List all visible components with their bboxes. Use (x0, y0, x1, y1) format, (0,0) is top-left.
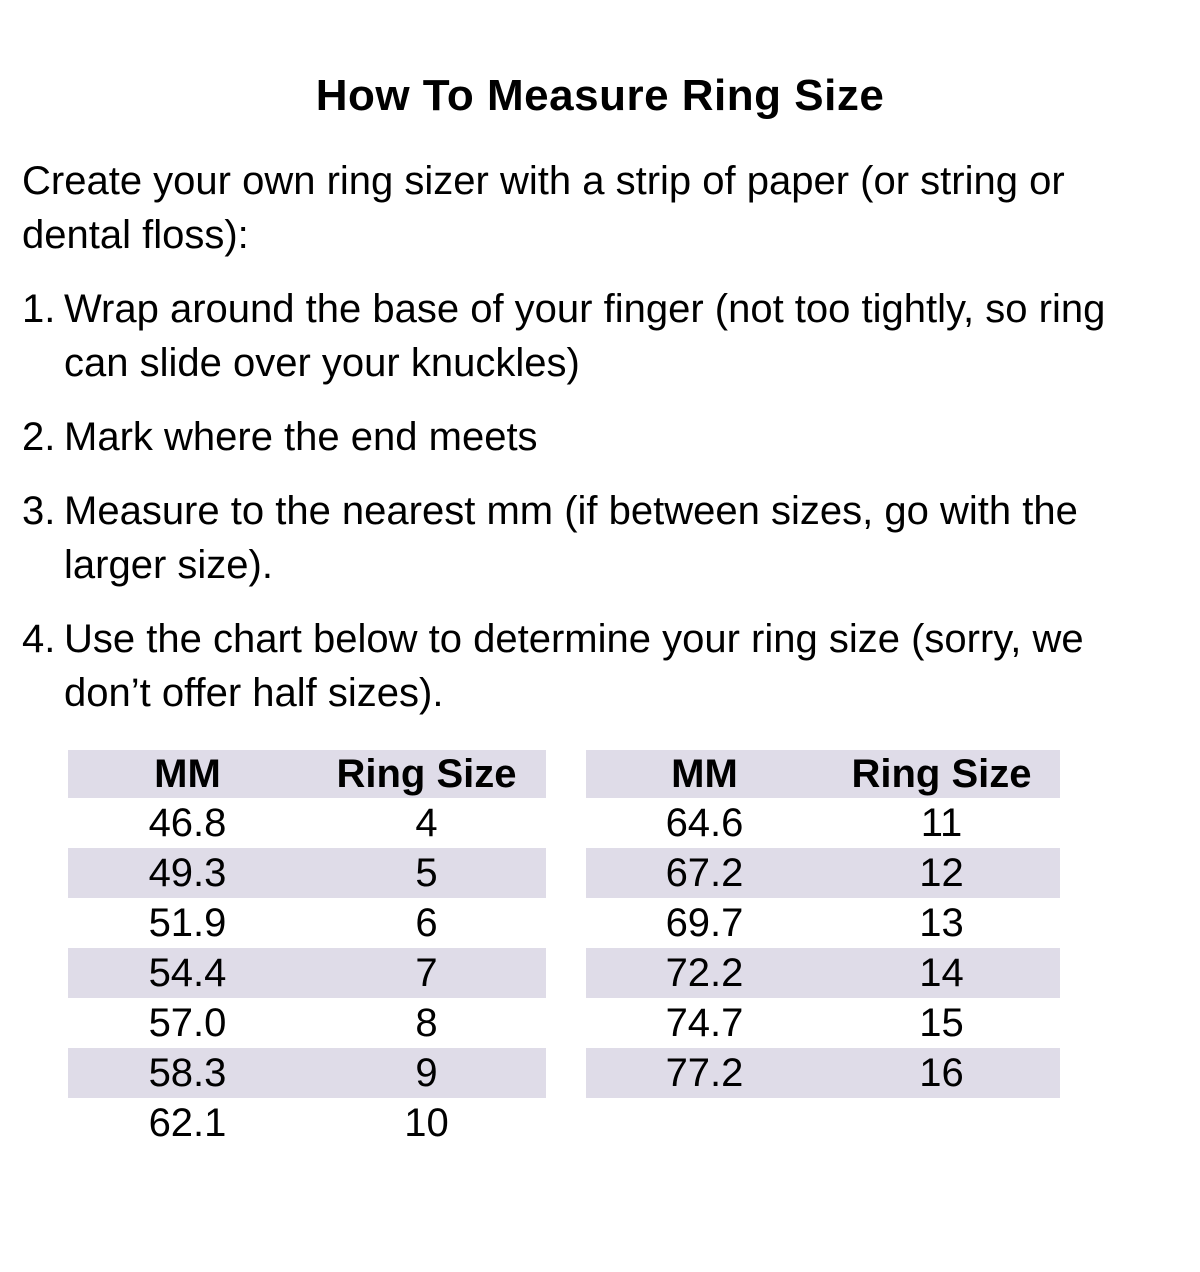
mm-cell: 62.1 (148, 1101, 227, 1145)
step-line: can slide over your knuckles) (64, 341, 580, 385)
size-guide-document (0, 72, 1200, 1148)
table-row (586, 998, 1060, 1048)
ring-size-cell: 14 (919, 951, 964, 995)
step-text (64, 612, 1178, 720)
mm-cell: 54.4 (148, 951, 227, 995)
ring-size-cell: 16 (919, 1051, 964, 1095)
step-line: Mark where the end meets (64, 415, 538, 459)
mm-header: MM (154, 752, 221, 796)
ring-size-header: Ring Size (336, 752, 517, 796)
mm-cell: 57.0 (148, 1001, 227, 1045)
step-line: Measure to the nearest mm (if between sizes, go with the (64, 489, 1078, 533)
step-line: Use the chart below to determine your ring size (sorry, we (64, 617, 1084, 661)
table-row (586, 1048, 1060, 1098)
step-line: larger size). (64, 543, 273, 587)
ring-size-table-right (586, 750, 1060, 1148)
ring-size-cell: 8 (415, 1001, 438, 1045)
ring-size-cell: 6 (415, 901, 438, 945)
table-row (586, 848, 1060, 898)
intro-line: Create your own ring sizer with a strip of paper (or string or (22, 159, 1065, 203)
mm-cell: 74.7 (665, 1001, 744, 1045)
ring-size-cell: 12 (919, 851, 964, 895)
step-line: don’t offer half sizes). (64, 671, 444, 715)
ring-size-cell: 13 (919, 901, 964, 945)
step-item-1 (22, 282, 1178, 390)
mm-cell: 64.6 (665, 801, 744, 845)
mm-cell: 72.2 (665, 951, 744, 995)
table-row (586, 798, 1060, 848)
mm-cell: 49.3 (148, 851, 227, 895)
ring-size-tables (68, 750, 1178, 1148)
instruction-steps (22, 282, 1178, 720)
mm-cell: 58.3 (148, 1051, 227, 1095)
intro-paragraph (22, 154, 1178, 262)
page-title: How To Measure Ring Size (315, 71, 885, 120)
step-text (64, 410, 1178, 464)
table-row (68, 948, 546, 998)
table-row (68, 798, 546, 848)
mm-cell: 77.2 (665, 1051, 744, 1095)
table-row (586, 898, 1060, 948)
ring-size-cell: 11 (920, 801, 963, 845)
mm-cell: 51.9 (148, 901, 227, 945)
table-row (68, 848, 546, 898)
step-number: 3. (22, 489, 56, 533)
table-header-row (586, 750, 1060, 798)
ring-size-cell: 5 (415, 851, 438, 895)
ring-size-cell: 7 (415, 951, 438, 995)
table-row (586, 948, 1060, 998)
table-row (68, 1098, 546, 1148)
ring-size-table-left (68, 750, 546, 1148)
ring-size-cell: 4 (415, 801, 438, 845)
mm-cell: 67.2 (665, 851, 744, 895)
mm-cell: 69.7 (665, 901, 744, 945)
ring-size-header: Ring Size (851, 752, 1032, 796)
step-item-2 (22, 410, 1178, 464)
table-row (68, 898, 546, 948)
step-item-3 (22, 484, 1178, 592)
ring-size-cell: 9 (415, 1051, 438, 1095)
mm-header: MM (671, 752, 738, 796)
table-row (68, 998, 546, 1048)
step-text (64, 484, 1178, 592)
step-line: Wrap around the base of your finger (not too tightly, so ring (64, 287, 1106, 331)
step-number: 2. (22, 415, 56, 459)
ring-size-cell: 15 (919, 1001, 964, 1045)
ring-size-cell: 10 (404, 1101, 449, 1145)
step-item-4 (22, 612, 1178, 720)
step-text (64, 282, 1178, 390)
step-number: 1. (22, 287, 56, 331)
mm-cell: 46.8 (148, 801, 227, 845)
table-row (68, 1048, 546, 1098)
intro-line: dental floss): (22, 213, 249, 257)
table-header-row (68, 750, 546, 798)
step-number: 4. (22, 617, 56, 661)
